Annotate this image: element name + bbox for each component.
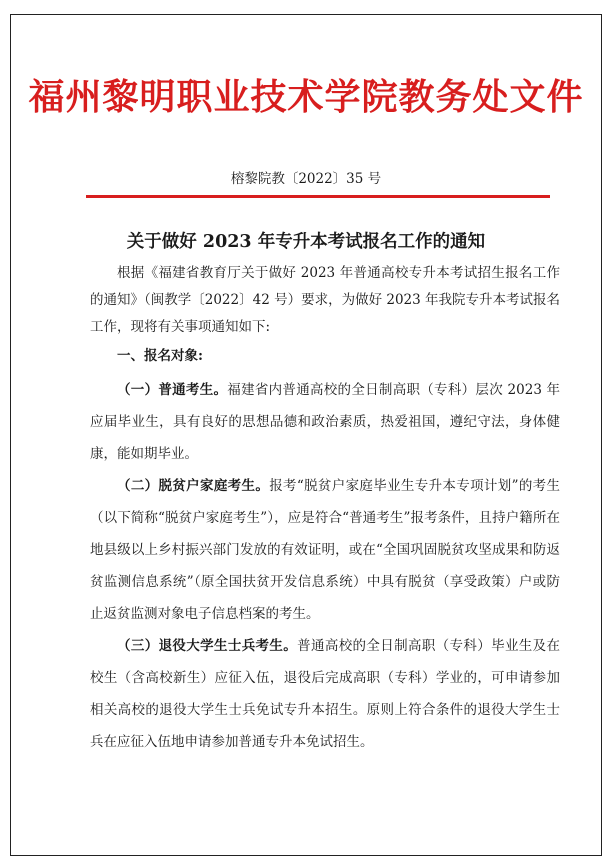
- item-text: 普通高校的全日制高职（专科）毕业生及在校生（含高校新生）应征入伍，退役后完成高职（专科）学业的，可申请参加相关高校的退役大学生士兵免试专升本招生。原则上符合条件的退役大学生士兵在应征入伍地申请参加普通专升本免试招生。: [90, 638, 561, 750]
- notice-body: [90, 260, 560, 758]
- section-heading: 一、报名对象:: [117, 348, 203, 364]
- item-veteran-candidate: [90, 630, 560, 758]
- item-label: （三）退役大学生士兵考生。: [117, 638, 298, 654]
- item-text: 报考“脱贫户家庭毕业生专升本专项计划”的考生（以下简称“脱贫户家庭考生”），应是符合“普通考生”报考条件，且持户籍所在地县级以上乡村振兴部门发放的有效证明，或在“全国巩固脱贫攻坚成果和防返贫监测信息系统”（原全国扶贫开发信息系统）中具有脱贫（享受政策）户或防止返贫监测对象电子信息档案的考生。: [90, 478, 561, 622]
- item-label: （二）脱贫户家庭考生。: [117, 478, 270, 494]
- masthead-title: 福州黎明职业技术学院教务处文件: [28, 77, 584, 118]
- document-number: 榕黎院教〔2022〕35 号: [230, 171, 382, 187]
- notice-title: 关于做好 2023 年专升本考试报名工作的通知: [126, 232, 486, 252]
- intro-paragraph: 根据《福建省教育厅关于做好 2023 年普通高校专升本考试招生报名工作的通知》（闽教学〔2022〕42 号）要求，为做好 2023 年我院专升本考试报名工作，现将有关事项通知如下:: [90, 265, 561, 335]
- item-label: （一）普通考生。: [117, 382, 228, 398]
- item-poverty-household-candidate: [90, 470, 560, 630]
- item-ordinary-candidate: [90, 374, 560, 470]
- red-divider: [86, 195, 550, 198]
- item-text: 福建省内普通高校的全日制高职（专科）层次 2023 年应届毕业生，具有良好的思想品德和政治素质，热爱祖国，遵纪守法，身体健康，能如期毕业。: [90, 382, 560, 462]
